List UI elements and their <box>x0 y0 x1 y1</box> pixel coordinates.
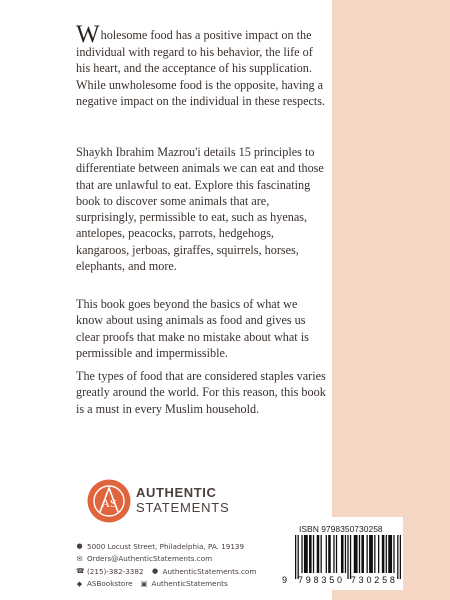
barcode-bar <box>333 535 334 573</box>
contact-twitter: ASBookstore <box>87 579 133 589</box>
barcode-digit-first: 9 <box>282 575 288 585</box>
contact-email: Orders@AuthenticStatements.com <box>87 554 213 564</box>
logo-letters: AS <box>101 496 117 510</box>
blurb-paragraph-4: The types of food that are considered staples varies greatly around the world. For this reason, this book is a must in every Muslim household. <box>76 369 326 416</box>
barcode-bar <box>328 535 331 573</box>
location-pin-icon: ● <box>76 542 83 551</box>
drop-cap: W <box>76 21 100 48</box>
barcode-digit-group-2: 730258 <box>350 575 398 585</box>
barcode-digit-group-1: 798350 <box>298 575 345 585</box>
barcode-bar <box>369 535 373 573</box>
barcode-bar <box>350 535 351 579</box>
contact-social-row <box>76 578 256 591</box>
barcode-bar <box>309 535 312 573</box>
barcode-bar <box>382 535 385 573</box>
contact-instagram: AuthenticStatements <box>151 579 228 589</box>
barcode-digits <box>282 575 398 585</box>
publisher-logo <box>86 478 132 524</box>
spine-panel <box>332 0 450 600</box>
barcode-bar <box>378 535 379 573</box>
contact-website: AuthenticStatements.com <box>162 566 257 576</box>
barcode-bar <box>298 535 299 579</box>
contact-address-row <box>76 540 256 553</box>
barcode-bar <box>341 535 344 573</box>
contact-info <box>76 540 256 590</box>
globe-icon: ● <box>151 567 159 576</box>
barcode-bar <box>321 535 322 573</box>
blurb-paragraph-2: Shaykh Ibrahim Mazrou'i details 15 principles to differentiate between animals we can eat and those that are unlawful to eat. Explore this fascinating book to discover some animals that are, surprisingly, permissible to eat, such as hyenas, antelopes, peacocks, parrots, hedgehogs, kangaroos, jerboas, giraffes, squirrels, horses, elephants, and more. <box>76 145 324 274</box>
instagram-icon: ▣ <box>140 579 148 588</box>
blurb-paragraph-1 <box>76 21 326 109</box>
publisher-name <box>136 485 229 515</box>
barcode-bar <box>295 535 296 579</box>
blurb-paragraph-3: This book goes beyond the basics of what we know about using animals as food and gives us clear proofs that make no mistake about what is permissible and impermissible. <box>76 297 309 360</box>
barcode-bar <box>354 535 358 573</box>
barcode-bar <box>347 535 348 579</box>
barcode-bar <box>367 535 368 573</box>
barcode-bar <box>386 535 387 573</box>
contact-phone-web-row <box>76 565 256 578</box>
barcode-bar <box>313 535 314 573</box>
isbn-label: ISBN 9798350730258 <box>299 524 383 534</box>
contact-address: 5000 Locust Street, Philadelphia, PA. 19139 <box>87 541 245 551</box>
contact-email-row <box>76 553 256 566</box>
twitter-icon: ◆ <box>76 579 83 588</box>
barcode-bar <box>359 535 360 573</box>
barcode-bar <box>400 535 401 579</box>
publisher-name-line1: AUTHENTIC <box>136 485 217 500</box>
isbn-barcode-box <box>279 517 403 590</box>
barcode-bar <box>301 535 302 573</box>
barcode-bar <box>336 535 337 573</box>
barcode-bar <box>393 535 394 573</box>
contact-phone: (215)-382-3382 <box>87 566 144 576</box>
barcode-bar <box>397 535 398 579</box>
barcode-bar <box>317 535 320 573</box>
barcode-bar <box>304 535 308 573</box>
publisher-name-line2: STATEMENTS <box>136 500 230 515</box>
barcode-bar <box>388 535 392 573</box>
envelope-icon: ✉ <box>76 554 83 563</box>
blurb-paragraph-1-text: holesome food has a positive impact on the individual with regard to his behavior, the life of his heart, and the acceptance of his supplication. While unwholesome food is the opposite, having a negative impact on the individual in these respects. <box>76 28 326 108</box>
barcode-bar <box>326 535 327 573</box>
barcode <box>295 535 401 579</box>
phone-icon: ☎ <box>76 567 85 576</box>
back-cover-content <box>12 0 332 600</box>
barcode-bar <box>345 535 346 573</box>
barcode-bar <box>374 535 375 573</box>
barcode-bar <box>361 535 364 573</box>
